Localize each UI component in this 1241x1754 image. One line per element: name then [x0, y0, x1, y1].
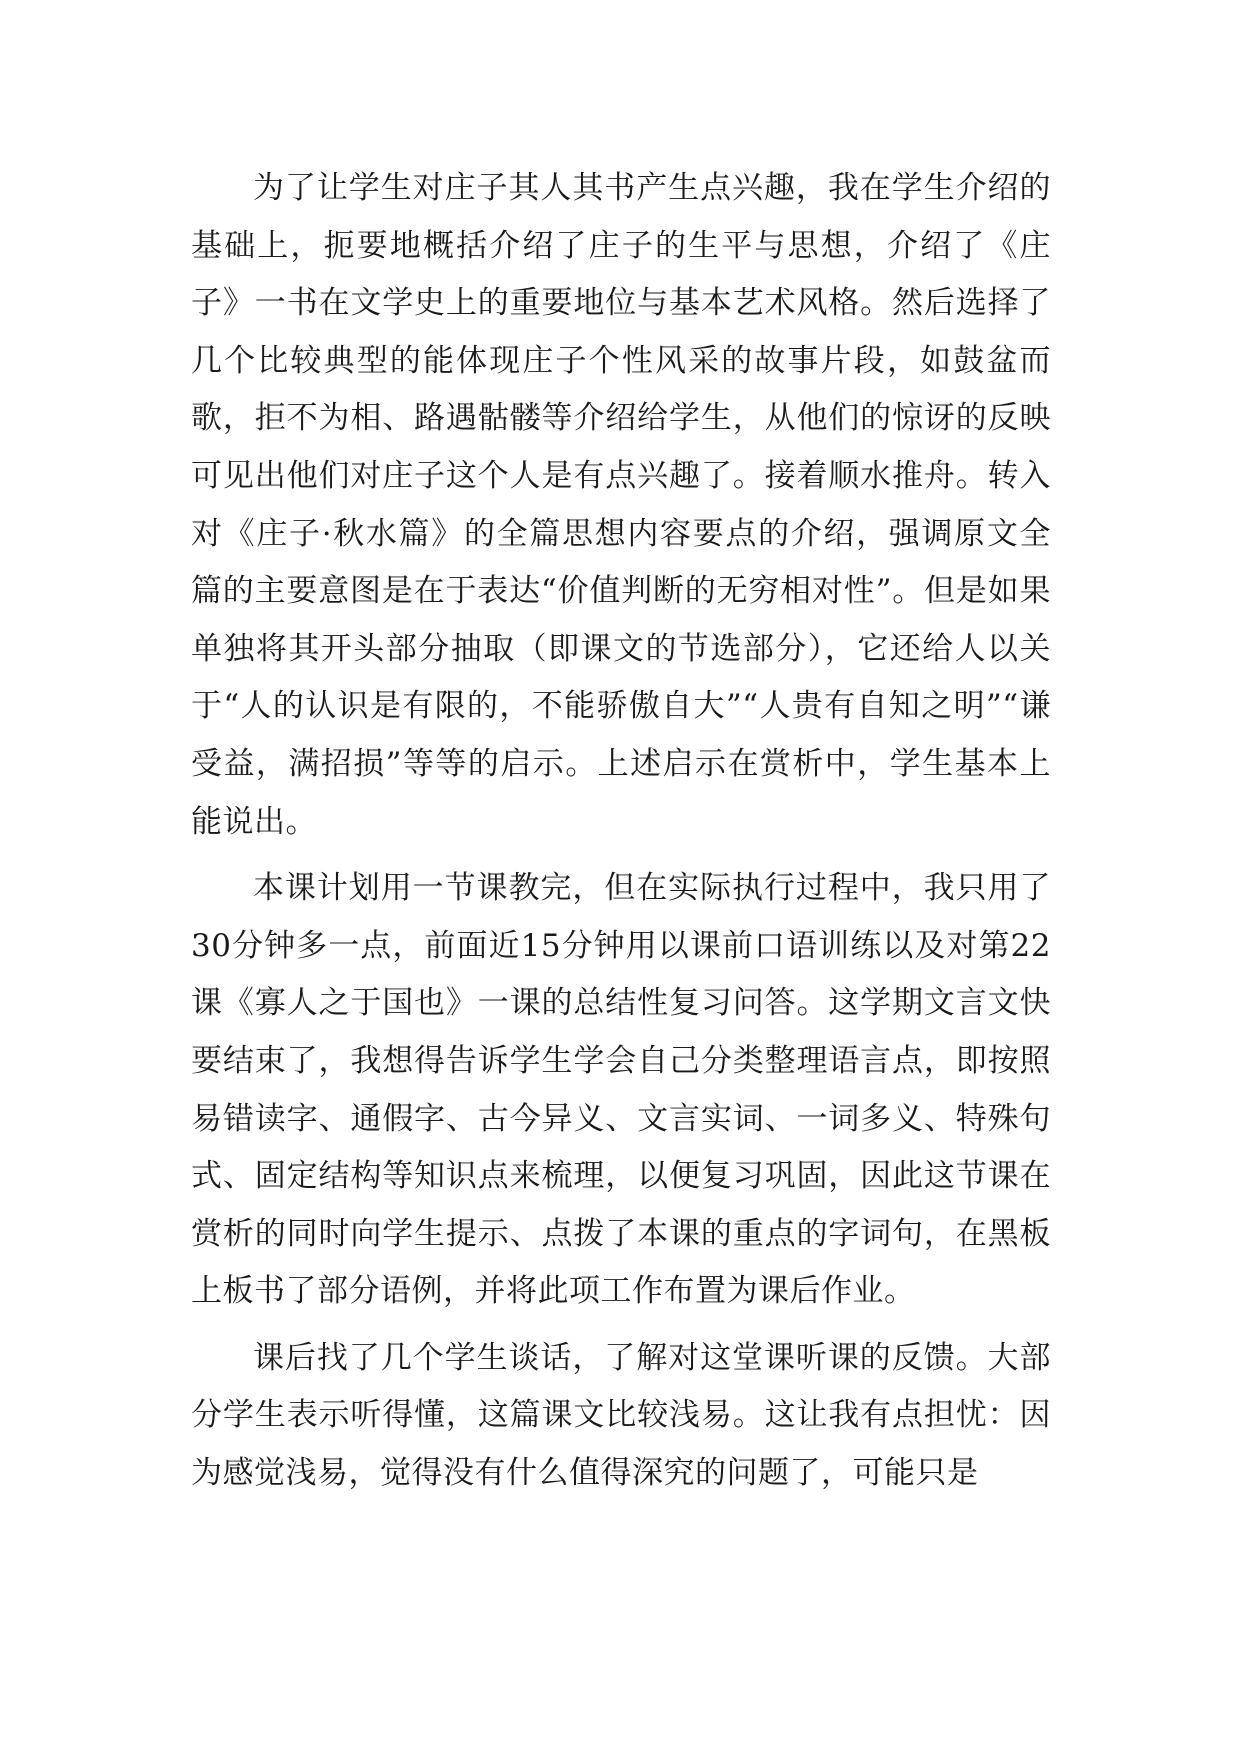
document-body [191, 160, 1051, 1503]
paragraph-3: 课后找了几个学生谈话，了解对这堂课听课的反馈。大部分学生表示听得懂，这篇课文比较浅易。这让我有点担忧：因为感觉浅易，觉得没有什么值得深究的问题了，可能只是 [191, 1339, 1051, 1492]
paragraph-2: 本课计划用一节课教完，但在实际执行过程中，我只用了30分钟多一点，前面近15分钟用以课前口语训练以及对第22课《寡人之于国也》一课的总结性复习问答。这学期文言文快要结束了，我想得告诉学生学会自己分类整理语言点，即按照易错读字、通假字、古今异义、文言实词、一词多义、特殊句式、固定结构等知识点来梳理，以便复习巩固，因此这节课在赏析的同时向学生提示、点拨了本课的重点的字词句，在黑板上板书了部分语例，并将此项工作布置为课后作业。 [191, 870, 1051, 1310]
paragraph-1: 为了让学生对庄子其人其书产生点兴趣，我在学生介绍的基础上，扼要地概括介绍了庄子的生平与思想，介绍了《庄子》一书在文学史上的重要地位与基本艺术风格。然后选择了几个比较典型的能体现庄子个性风采的故事片段，如鼓盆而歌，拒不为相、路遇骷髅等介绍给学生，从他们的惊讶的反映可见出他们对庄子这个人是有点兴趣了。接着顺水推舟。转入对《庄子·秋水篇》的全篇思想内容要点的介绍，强调原文全篇的主要意图是在于表达“价值判断的无穷相对性”。但是如果单独将其开头部分抽取（即课文的节选部分），它还给人以关于“人的认识是有限的，不能骄傲自大”“人贵有自知之明”“谦受益，满招损”等等的启示。上述启示在赏析中，学生基本上能说出。 [191, 170, 1051, 840]
